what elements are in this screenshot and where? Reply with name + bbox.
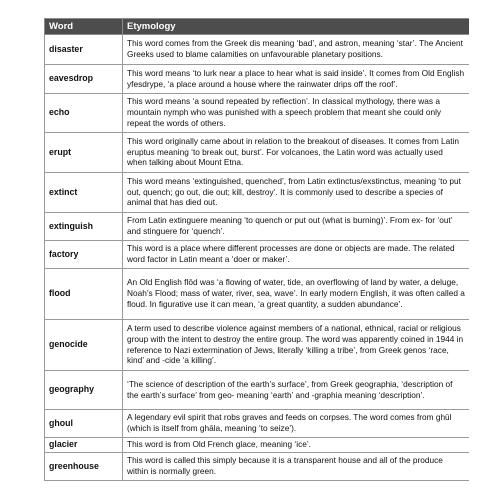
word-cell: greenhouse	[45, 453, 123, 481]
table-row	[45, 173, 470, 213]
table-row	[45, 35, 470, 65]
etymology-cell: An Old English flōd was ‘a flowing of water, tide, an overflowing of land by water, a deluge, Noah’s Flood; mass of water, river, sea, wave’. In early modern English, it was often called a floud. In figurative use it can mean, ‘a great quantity, a sudden abundance’.	[123, 269, 470, 320]
table-row	[45, 213, 470, 241]
document-page	[44, 18, 469, 490]
word-cell: genocide	[45, 320, 123, 371]
table-header-row	[45, 19, 470, 35]
etymology-table	[44, 18, 469, 481]
word-cell: geography	[45, 371, 123, 410]
word-cell: disaster	[45, 35, 123, 65]
word-cell: factory	[45, 241, 123, 269]
table-row	[45, 65, 470, 94]
table-row	[45, 371, 470, 410]
etymology-cell: From Latin extinguere meaning ‘to quench or put out (what is burning)’. From ex- for ‘out’ and stinguere for ‘quench’.	[123, 213, 470, 241]
word-cell: glacier	[45, 438, 123, 453]
table-row	[45, 94, 470, 133]
table-row	[45, 410, 470, 438]
header-word: Word	[45, 19, 123, 35]
word-cell: extinguish	[45, 213, 123, 241]
word-cell: erupt	[45, 133, 123, 173]
word-cell: ghoul	[45, 410, 123, 438]
etymology-cell: This word comes from the Greek dis meaning ‘bad’, and astron, meaning ‘star’. The Ancient Greeks used to blame calamities on unfavourable planetary positions.	[123, 35, 470, 65]
etymology-cell: This word is called this simply because it is a transparent house and all of the produce within is normally green.	[123, 453, 470, 481]
etymology-cell: This word means ‘a sound repeated by reflection’. In classical mythology, there was a mountain nymph who was punished with a speech problem that meant she could only repeat the words of others.	[123, 94, 470, 133]
table-row	[45, 269, 470, 320]
word-cell: eavesdrop	[45, 65, 123, 94]
word-cell: echo	[45, 94, 123, 133]
etymology-cell: This word is from Old French glace, meaning ‘ice’.	[123, 438, 470, 453]
table-row	[45, 241, 470, 269]
table-row	[45, 453, 470, 481]
table-row	[45, 133, 470, 173]
word-cell: flood	[45, 269, 123, 320]
header-etymology: Etymology	[123, 19, 470, 35]
table-row	[45, 320, 470, 371]
etymology-cell: ‘The science of description of the earth’s surface’, from Greek geographia, ‘description of the earth’s surface’ from geo- meaning ‘earth’ and -graphia meaning ‘description’.	[123, 371, 470, 410]
etymology-cell: A legendary evil spirit that robs graves and feeds on corpses. The word comes from ghūl (which is itself from ghāla, meaning ‘to seize’).	[123, 410, 470, 438]
etymology-cell: This word originally came about in relation to the breakout of diseases. It comes from Latin eruptus meaning ‘to break out, burst’. For volcanoes, the Latin word was actually used when talking about Mount Etna.	[123, 133, 470, 173]
etymology-cell: A term used to describe violence against members of a national, ethnical, racial or religious group with the intent to destroy the entire group. The word was apparently coined in 1944 in reference to Nazi extermination of Jews, literally ‘killing a tribe’, from Greek genos ‘race, kind’ and -cide ‘a killing’.	[123, 320, 470, 371]
etymology-cell: This word is a place where different processes are done or objects are made. The related word factor in Latin meant a ‘doer or maker’.	[123, 241, 470, 269]
etymology-cell: This word means ‘to lurk near a place to hear what is said inside’. It comes from Old English yfesdrype, ‘a place around a house where the rainwater drips off the roof’.	[123, 65, 470, 94]
etymology-cell: This word means ‘extinguished, quenched’, from Latin extinctus/exstinctus, meaning ‘to put out, quench; go out, die out; kill, destroy’. It is commonly used to describe a species of animal that has died out.	[123, 173, 470, 213]
word-cell: extinct	[45, 173, 123, 213]
table-row	[45, 438, 470, 453]
